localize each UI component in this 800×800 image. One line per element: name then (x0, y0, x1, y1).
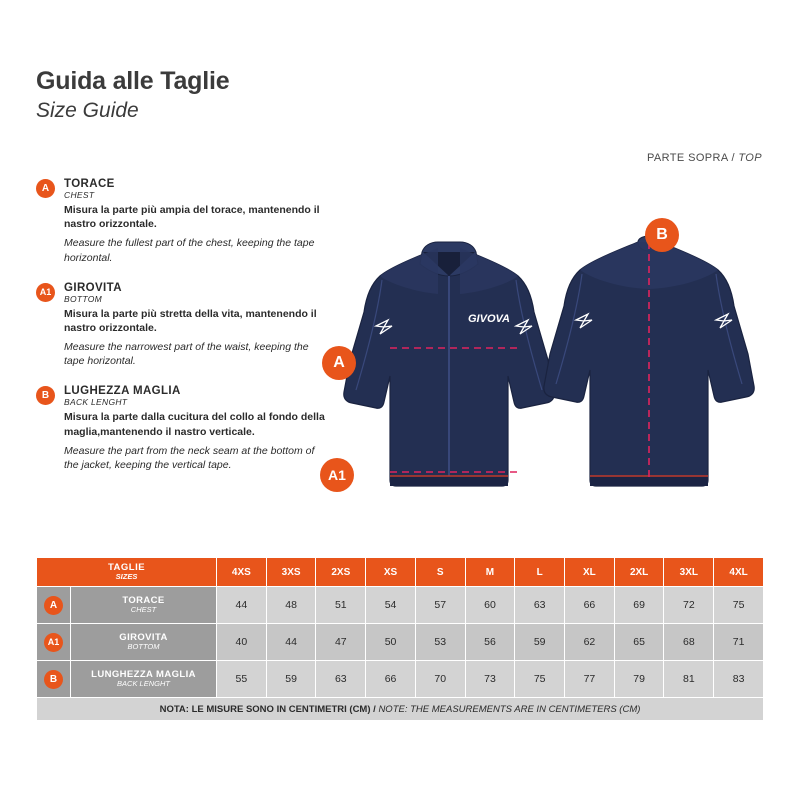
table-corner-it: TAGLIE (107, 562, 146, 574)
cell-back-s: 70 (415, 661, 465, 698)
row-badge-a: A (44, 596, 63, 615)
cell-chest-2xl: 69 (614, 587, 664, 624)
top-label-italian: PARTE SOPRA (646, 152, 728, 164)
size-header-xs: XS (366, 558, 416, 587)
row-label-back-en: BACK LENGHT (117, 679, 170, 689)
row-label-bottom (71, 624, 217, 661)
legend-item-chest (36, 178, 326, 265)
cell-bottom-xs: 50 (366, 624, 416, 661)
row-badge-cell-a1 (37, 624, 71, 661)
cell-chest-4xs: 44 (217, 587, 267, 624)
cell-back-2xs: 63 (316, 661, 366, 698)
legend-badge-a: A (36, 179, 55, 198)
jacket-illustration (320, 180, 780, 520)
cell-bottom-s: 53 (415, 624, 465, 661)
legend-title-bottom-en: BOTTOM (64, 293, 103, 304)
size-header-xl: XL (565, 558, 615, 587)
measurement-legend (36, 178, 326, 489)
marker-a: A (322, 346, 356, 380)
table-corner-header (37, 558, 217, 587)
cell-back-4xs: 55 (217, 661, 267, 698)
table-note-en: NOTE: THE MEASUREMENTS ARE IN CENTIMETERS (CM) (378, 703, 641, 715)
legend-desc-bottom-en: Measure the narrowest part of the waist, keeping the tape horizontal. (64, 341, 309, 368)
cell-back-m: 73 (465, 661, 515, 698)
cell-bottom-4xs: 40 (217, 624, 267, 661)
legend-title-back-it: LUGHEZZA MAGLIA (64, 385, 181, 398)
row-label-bottom-en: BOTTOM (127, 642, 160, 652)
cell-chest-xl: 66 (565, 587, 615, 624)
top-label-separator: / (728, 152, 739, 164)
row-badge-cell-a (37, 587, 71, 624)
cell-bottom-3xs: 44 (266, 624, 316, 661)
size-header-l: L (515, 558, 565, 587)
row-badge-a1: A1 (44, 633, 63, 652)
cell-chest-s: 57 (415, 587, 465, 624)
legend-desc-back-en: Measure the part from the neck seam at the bottom of the jacket, keeping the vertical tape. (64, 444, 315, 471)
cell-bottom-m: 56 (465, 624, 515, 661)
table-header-row (37, 558, 764, 587)
table-corner-en: SIZES (115, 572, 138, 582)
cell-chest-4xl: 75 (714, 587, 764, 624)
cell-bottom-2xs: 47 (316, 624, 366, 661)
top-section-label (647, 152, 762, 164)
brand-logo-front: GIVOVA (468, 313, 510, 325)
table-note-sep: / (370, 703, 379, 715)
size-header-2xs: 2XS (316, 558, 366, 587)
row-label-back-length (71, 661, 217, 698)
cell-back-xl: 77 (565, 661, 615, 698)
legend-desc-back-it: Misura la parte dalla cucitura del collo al fondo della maglia,mantenendo il nastro verticale. (64, 411, 325, 438)
row-label-chest (71, 587, 217, 624)
row-label-bottom-it: GIROVITA (119, 631, 168, 643)
legend-badge-b: B (36, 386, 55, 405)
legend-title-bottom-it: GIROVITA (64, 281, 122, 294)
cell-chest-2xs: 51 (316, 587, 366, 624)
cell-chest-l: 63 (515, 587, 565, 624)
table-note-row (37, 698, 764, 721)
legend-item-back-length (36, 385, 326, 472)
cell-bottom-3xl: 68 (664, 624, 714, 661)
cell-back-3xs: 59 (266, 661, 316, 698)
cell-chest-xs: 54 (366, 587, 416, 624)
legend-title-chest-en: CHEST (64, 190, 95, 200)
table-row (37, 624, 764, 661)
table-note-it: NOTA: LE MISURE SONO IN CENTIMETRI (CM) (159, 703, 371, 715)
title-italian: Guida alle Taglie (36, 67, 230, 95)
row-label-back-it: LUNGHEZZA MAGLIA (91, 668, 196, 680)
page-title (36, 68, 229, 123)
top-label-english: TOP (738, 152, 762, 164)
size-header-4xl: 4XL (714, 558, 764, 587)
row-badge-cell-b (37, 661, 71, 698)
row-badge-b: B (44, 670, 63, 689)
size-header-m: M (465, 558, 515, 587)
legend-desc-chest-en: Measure the fullest part of the chest, keeping the tape horizontal. (64, 237, 315, 264)
legend-badge-a1: A1 (36, 283, 55, 302)
cell-chest-m: 60 (465, 587, 515, 624)
marker-b: B (645, 218, 679, 252)
row-label-chest-en: CHEST (130, 605, 157, 615)
marker-a1: A1 (320, 458, 354, 492)
cell-back-4xl: 83 (714, 661, 764, 698)
legend-desc-bottom-it: Misura la parte più stretta della vita, mantenendo il nastro orizzontale. (64, 307, 317, 334)
legend-title-back-en: BACK LENGHT (64, 397, 128, 408)
legend-title-chest-it: TORACE (64, 178, 115, 190)
table-row (37, 661, 764, 698)
cell-back-3xl: 81 (664, 661, 714, 698)
cell-bottom-2xl: 65 (614, 624, 664, 661)
jacket-illustration-svg (320, 180, 780, 520)
legend-desc-chest-it: Misura la parte più ampia del torace, mantenendo il nastro orizzontale. (64, 204, 320, 231)
size-header-3xs: 3XS (266, 558, 316, 587)
title-english: Size Guide (36, 98, 139, 122)
cell-bottom-xl: 62 (565, 624, 615, 661)
legend-item-bottom (36, 282, 326, 369)
size-header-2xl: 2XL (614, 558, 664, 587)
cell-back-2xl: 79 (614, 661, 664, 698)
table-note (37, 698, 764, 721)
table-row (37, 587, 764, 624)
size-header-3xl: 3XL (664, 558, 714, 587)
cell-chest-3xs: 48 (266, 587, 316, 624)
row-label-chest-it: TORACE (122, 594, 165, 606)
cell-back-l: 75 (515, 661, 565, 698)
jacket-back (544, 236, 754, 486)
size-table-wrap (36, 557, 764, 721)
cell-bottom-l: 59 (515, 624, 565, 661)
cell-bottom-4xl: 71 (714, 624, 764, 661)
size-table (36, 557, 764, 721)
size-header-s: S (415, 558, 465, 587)
cell-back-xs: 66 (366, 661, 416, 698)
cell-chest-3xl: 72 (664, 587, 714, 624)
size-header-4xs: 4XS (217, 558, 267, 587)
jacket-front (344, 242, 554, 486)
